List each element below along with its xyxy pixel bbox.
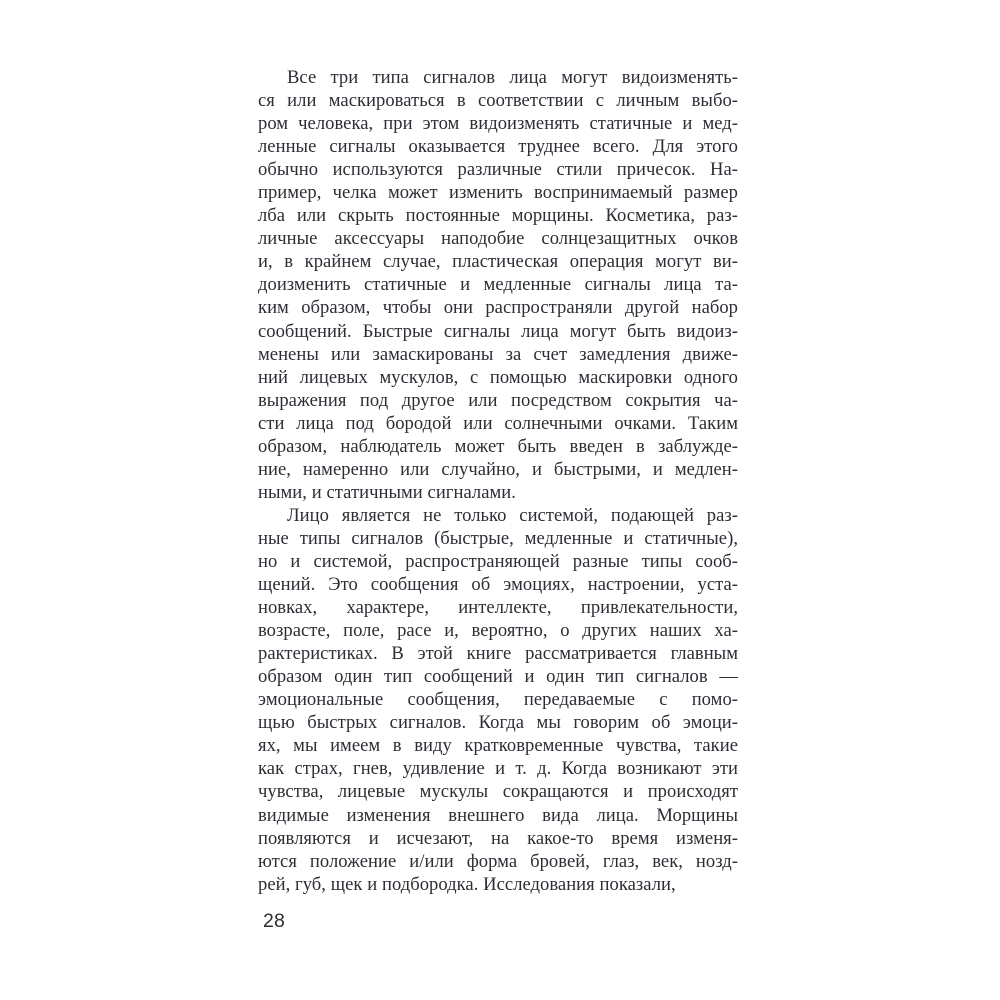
text-line: ся или маскироваться в соответствии с личным выбо-	[258, 90, 738, 112]
paragraph-2	[258, 504, 738, 896]
text-line: Все три типа сигналов лица могут видоизменять-	[287, 67, 738, 88]
text-line: выражения под другое или посредством сокрытия ча-	[258, 389, 738, 411]
text-line: сти лица под бородой или солнечными очками. Таким	[258, 412, 738, 434]
text-line: Лицо является не только системой, подающей раз-	[287, 504, 738, 526]
text-line: эмоциональные сообщения, передаваемые с помо-	[258, 689, 738, 711]
text-line: лба или скрыть постоянные морщины. Косметика, раз-	[258, 205, 738, 227]
text-line: образом один тип сообщений и один тип сигналов —	[258, 666, 738, 688]
text-line: личные аксессуары наподобие солнцезащитных очков	[258, 228, 738, 250]
text-line: сообщений. Быстрые сигналы лица могут быть видоиз-	[258, 320, 738, 342]
text-line: ний лицевых мускулов, с помощью маскировки одного	[258, 366, 738, 388]
text-line: новках, характере, интеллекте, привлекательности,	[258, 597, 738, 619]
body-text-column	[258, 66, 738, 896]
text-line: рактеристиках. В этой книге рассматривается главным	[258, 643, 738, 665]
text-line: и, в крайнем случае, пластическая операция могут ви-	[258, 251, 738, 273]
text-line: обычно используются различные стили причесок. На-	[258, 159, 738, 181]
text-line: щений. Это сообщения об эмоциях, настроении, уста-	[258, 574, 738, 596]
page-number: 28	[263, 910, 286, 932]
text-line: чувства, лицевые мускулы сокращаются и происходят	[258, 781, 738, 803]
text-line: доизменить статичные и медленные сигналы лица та-	[258, 274, 738, 296]
text-line: ленные сигналы оказывается труднее всего. Для этого	[258, 136, 738, 158]
text-line: ях, мы имеем в виду кратковременные чувства, такие	[258, 735, 738, 757]
text-line: ются положение и/или форма бровей, глаз, век, нозд-	[258, 850, 738, 872]
text-line: как страх, гнев, удивление и т. д. Когда возникают эти	[258, 758, 738, 780]
text-line: пример, челка может изменить воспринимаемый размер	[258, 182, 738, 204]
text-line: видимые изменения внешнего вида лица. Морщины	[258, 804, 738, 826]
text-line: менены или замаскированы за счет замедления движе-	[258, 343, 738, 365]
text-line: щью быстрых сигналов. Когда мы говорим об эмоци-	[258, 712, 738, 734]
text-line: ные типы сигналов (быстрые, медленные и статичные),	[258, 527, 738, 549]
text-line: ние, намеренно или случайно, и быстрыми, и медлен-	[258, 458, 738, 480]
text-line: образом, наблюдатель может быть введен в заблужде-	[258, 435, 738, 457]
text-line: рей, губ, щек и подбородка. Исследования показали,	[258, 873, 676, 895]
text-line: но и системой, распространяющей разные типы сооб-	[258, 550, 738, 572]
text-line: возрасте, поле, расе и, вероятно, о других наших ха-	[258, 620, 738, 642]
text-line: ными, и статичными сигналами.	[258, 481, 516, 503]
text-line: появляются и исчезают, на какое-то время изменя-	[258, 827, 738, 849]
text-line: ким образом, чтобы они распространяли другой набор	[258, 297, 738, 319]
paragraph-1	[258, 66, 738, 504]
text-line: ром человека, при этом видоизменять статичные и мед-	[258, 113, 738, 135]
